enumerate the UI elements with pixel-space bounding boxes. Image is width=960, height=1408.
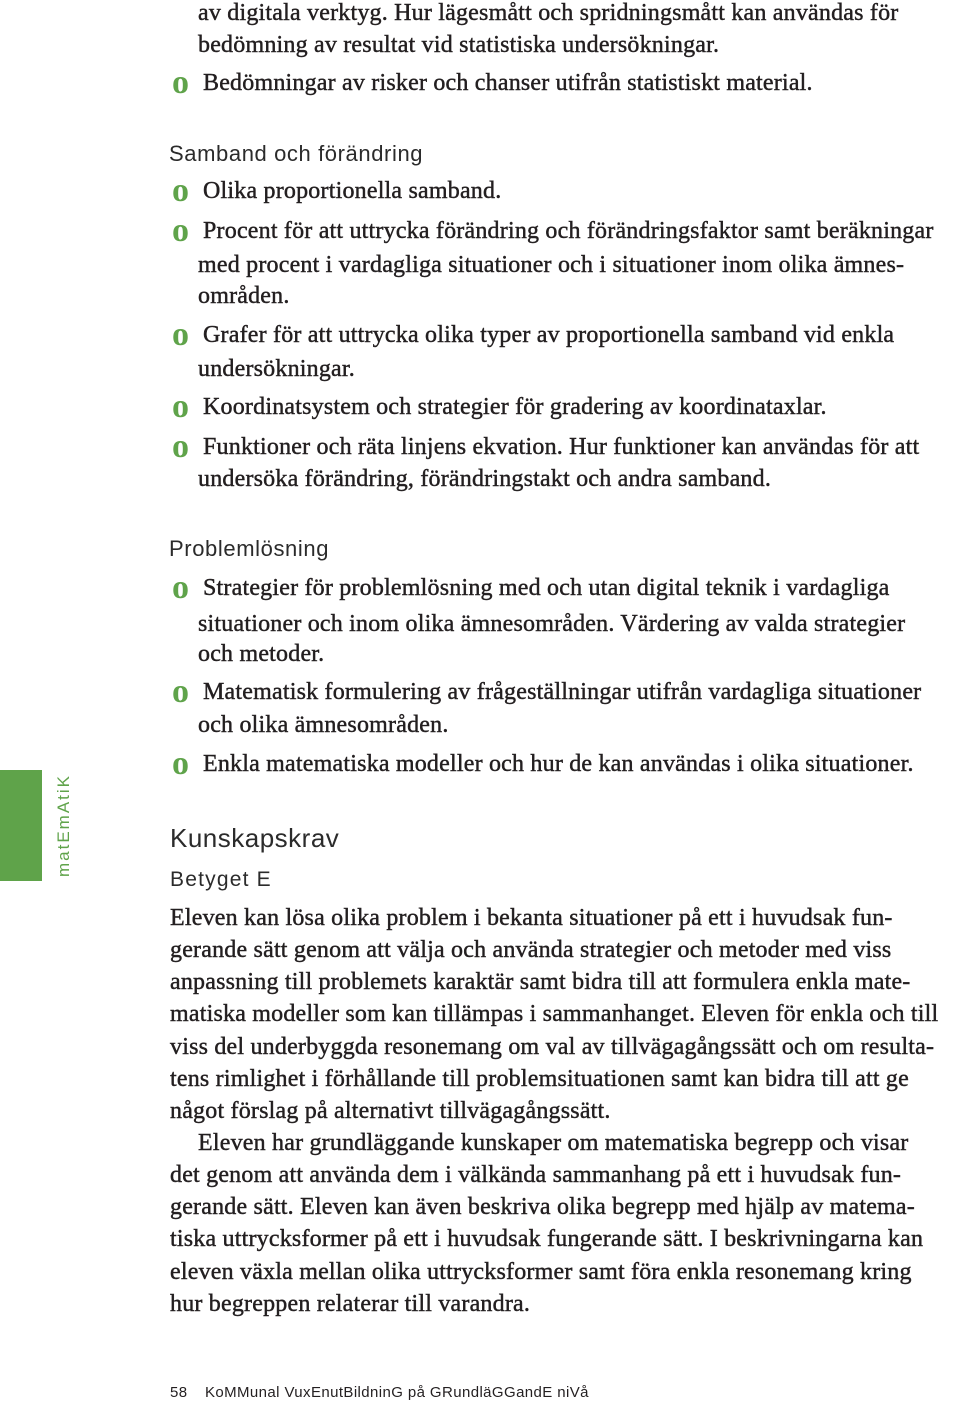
bullet-marker: o [172,673,189,710]
paragraph-line: eleven växla mellan olika uttrycksformer samt föra enkla resonemang kring [170,1259,912,1285]
side-tab [0,770,42,881]
bullet-marker: o [172,388,189,425]
bullet-text-line: med procent i vardagliga situationer och i situationer inom olika ämnes- [198,252,905,278]
paragraph-line: gerande sätt. Eleven kan även beskriva olika begrepp med hjälp av matema- [170,1194,915,1220]
continuation-line: av digitala verktyg. Hur lägesmått och spridningsmått kan användas för [198,0,899,26]
bullet-text-line: Koordinatsystem och strategier för gradering av koordinataxlar. [203,394,827,420]
section-heading: Problemlösning [169,536,330,561]
bullet-marker: o [172,316,189,353]
bullet-marker: o [172,212,189,249]
paragraph-line: tens rimlighet i förhållande till problemsituationen samt kan bidra till att ge [170,1066,909,1092]
bullet-text-line: undersökningar. [198,356,355,382]
bullet-text-line: Matematisk formulering av frågeställningar utifrån vardagliga situationer [203,679,922,705]
bullet-text-line: områden. [198,283,290,309]
page-heading: Kunskapskrav [170,823,340,853]
paragraph-line: anpassning till problemets karaktär samt bidra till att formulera enkla mate- [170,969,911,995]
bullet-marker: o [172,172,189,209]
paragraph-line: något förslag på alternativt tillvägagångssätt. [170,1098,611,1124]
footer-title: KoMMunal VuxEnutBildninG på GRundläGGandE niVå [205,1384,589,1401]
bullet-text-line: Olika proportionella samband. [203,178,502,204]
bullet-text-line: Bedömningar av risker och chanser utifrån statistiskt material. [203,70,813,96]
continuation-line: bedömning av resultat vid statistiska undersökningar. [198,32,720,58]
paragraph-line: gerande sätt genom att välja och använda strategier och metoder med viss [170,937,892,963]
section-heading: Samband och förändring [169,141,424,166]
bullet-text-line: Strategier för problemlösning med och utan digital teknik i vardagliga [203,575,890,601]
paragraph-line: tiska uttrycksformer på ett i huvudsak fungerande sätt. I beskrivningarna kan [170,1226,924,1252]
bullet-text-line: Funktioner och räta linjens ekvation. Hur funktioner kan användas för att [203,434,920,460]
bullet-marker: o [172,745,189,782]
paragraph-line: viss del underbyggda resonemang om val av tillvägagångssätt och om resulta- [170,1034,935,1060]
bullet-marker: o [172,569,189,606]
paragraph-line: det genom att använda dem i välkända sammanhang på ett i huvudsak fun- [170,1162,902,1188]
bullet-marker: o [172,64,189,101]
bullet-text-line: Grafer för att uttrycka olika typer av proportionella samband vid enkla [203,322,895,348]
bullet-text-line: och olika ämnesområden. [198,712,449,738]
grade-subheading: Betyget E [170,868,272,891]
bullet-text-line: undersöka förändring, förändringstakt och andra samband. [198,466,772,492]
paragraph-line: Eleven kan lösa olika problem i bekanta situationer på ett i huvudsak fun- [170,905,893,931]
paragraph-line: hur begreppen relaterar till varandra. [170,1291,531,1317]
bullet-text-line: och metoder. [198,641,325,667]
bullet-text-line: Enkla matematiska modeller och hur de kan användas i olika situationer. [203,751,914,777]
bullet-text-line: situationer och inom olika ämnesområden. Värdering av valda strategier [198,611,906,637]
page-number: 58 [170,1384,188,1401]
paragraph-line: Eleven har grundläggande kunskaper om matematiska begrepp och visar [198,1130,909,1156]
side-tab-label: matEmAtiK [54,773,73,877]
paragraph-line: matiska modeller som kan tillämpas i sammanhanget. Eleven för enkla och till [170,1001,939,1027]
bullet-marker: o [172,428,189,465]
bullet-text-line: Procent för att uttrycka förändring och förändringsfaktor samt beräkningar [203,218,934,244]
